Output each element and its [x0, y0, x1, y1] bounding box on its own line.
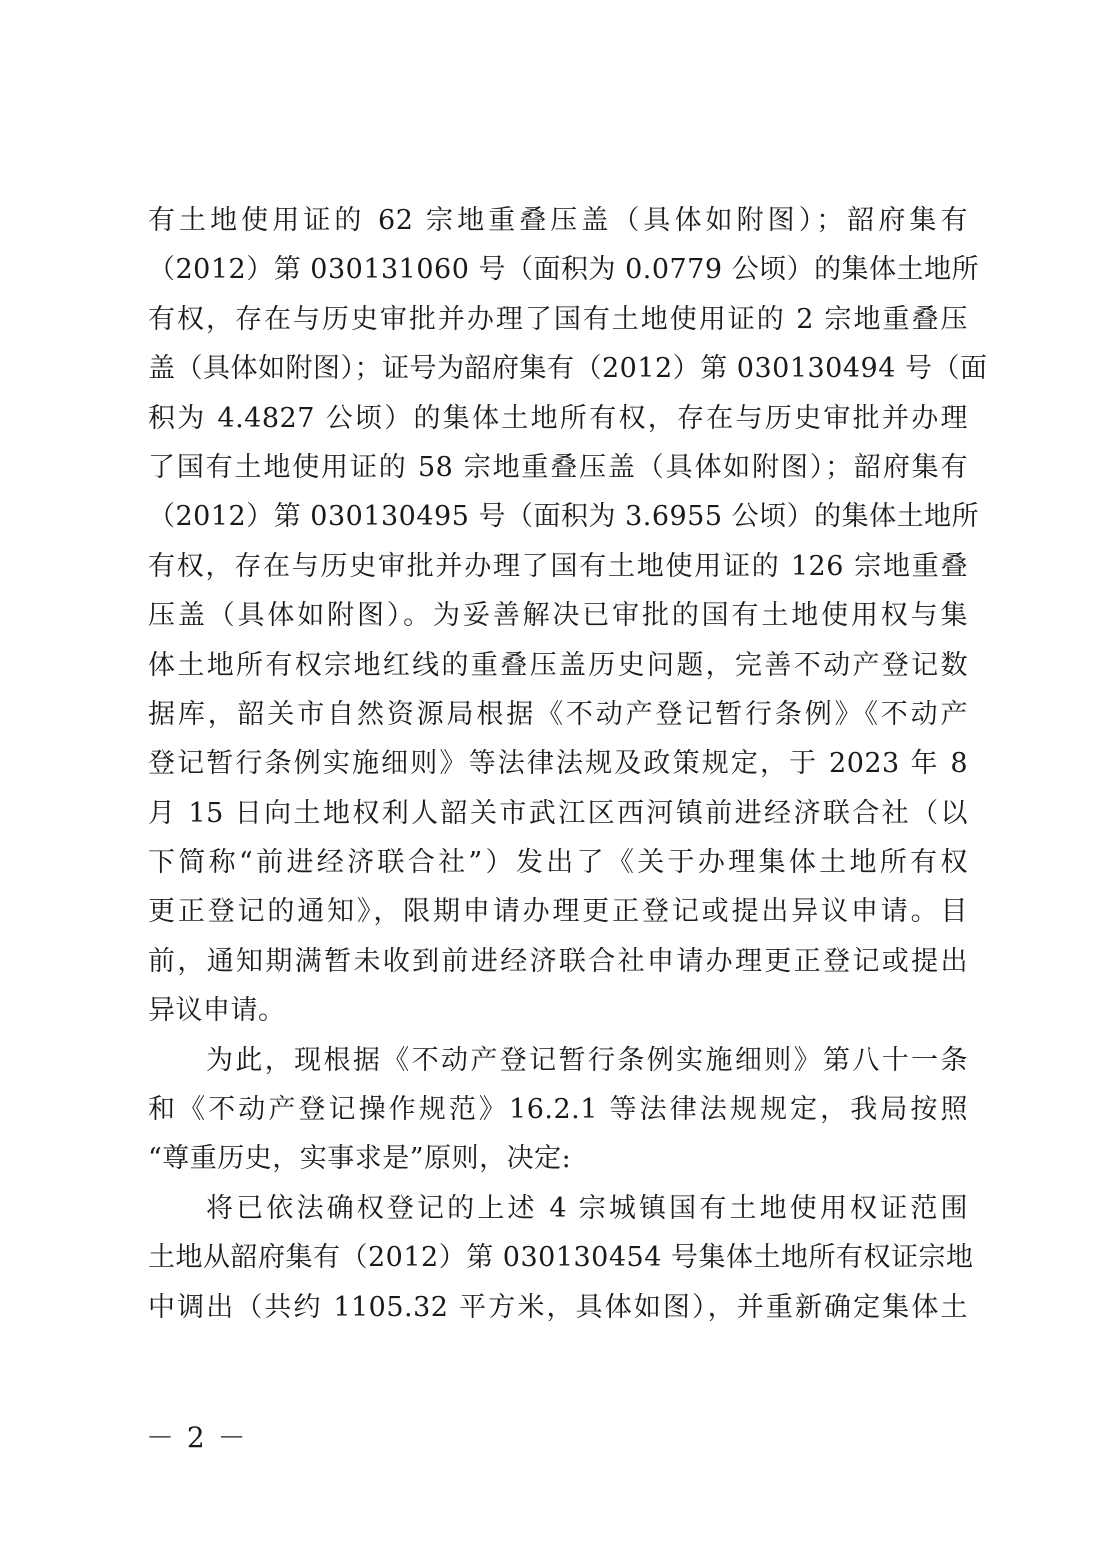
page-number: － 2 －: [146, 1421, 248, 1454]
text-line: （2012）第 030130495 号（面积为 3.6955 公顷）的集体土地所: [148, 501, 980, 533]
text-line: 将已依法确权登记的上述 4 宗城镇国有土地使用权证范围: [206, 1192, 968, 1224]
text-line: 登记暂行条例实施细则》等法律法规及政策规定，于 2023 年 8: [148, 748, 968, 780]
text-line: 异议申请。: [148, 995, 286, 1027]
text-line: 中调出（共约 1105.32 平方米，具体如图），并重新确定集体土: [148, 1291, 968, 1323]
text-line: 为此，现根据《不动产登记暂行条例实施细则》第八十一条: [206, 1044, 968, 1076]
text-line: 土地从韶府集有（2012）第 030130454 号集体土地所有权证宗地: [148, 1242, 974, 1274]
text-line: 下简称“前进经济联合社”）发出了《关于办理集体土地所有权: [148, 847, 968, 879]
body-text: [148, 196, 988, 1332]
paragraph-1: [148, 196, 988, 1036]
text-line: 和《不动产登记操作规范》16.2.1 等法律法规规定，我局按照: [148, 1094, 968, 1126]
text-line: 有权，存在与历史审批并办理了国有土地使用证的 2 宗地重叠压: [148, 303, 968, 335]
paragraph-3: [148, 1184, 974, 1332]
text-line: （2012）第 030131060 号（面积为 0.0779 公顷）的集体土地所: [148, 254, 980, 286]
text-line: 据库，韶关市自然资源局根据《不动产登记暂行条例》《不动产: [148, 698, 968, 730]
text-line: 体土地所有权宗地红线的重叠压盖历史问题，完善不动产登记数: [148, 649, 968, 681]
text-line: 积为 4.4827 公顷）的集体土地所有权，存在与历史审批并办理: [148, 402, 968, 434]
text-line: 月 15 日向土地权利人韶关市武江区西河镇前进经济联合社（以: [148, 797, 968, 829]
text-line: 压盖（具体如附图）。为妥善解决已审批的国有土地使用权与集: [148, 600, 968, 632]
text-line: 有土地使用证的 62 宗地重叠压盖（具体如附图）；韶府集有: [148, 205, 968, 236]
text-line: “尊重历史，实事求是”原则，决定:: [148, 1143, 572, 1175]
paragraph-2: [148, 1036, 968, 1184]
text-line: 了国有土地使用证的 58 宗地重叠压盖（具体如附图）；韶府集有: [148, 451, 968, 483]
text-line: 更正登记的通知》，限期申请办理更正登记或提出异议申请。目: [148, 896, 968, 928]
text-line: 有权，存在与历史审批并办理了国有土地使用证的 126 宗地重叠: [148, 550, 968, 582]
text-line: 前，通知期满暂未收到前进经济联合社申请办理更正登记或提出: [148, 945, 968, 977]
text-line: 盖（具体如附图）；证号为韶府集有（2012）第 030130494 号（面: [148, 353, 988, 385]
